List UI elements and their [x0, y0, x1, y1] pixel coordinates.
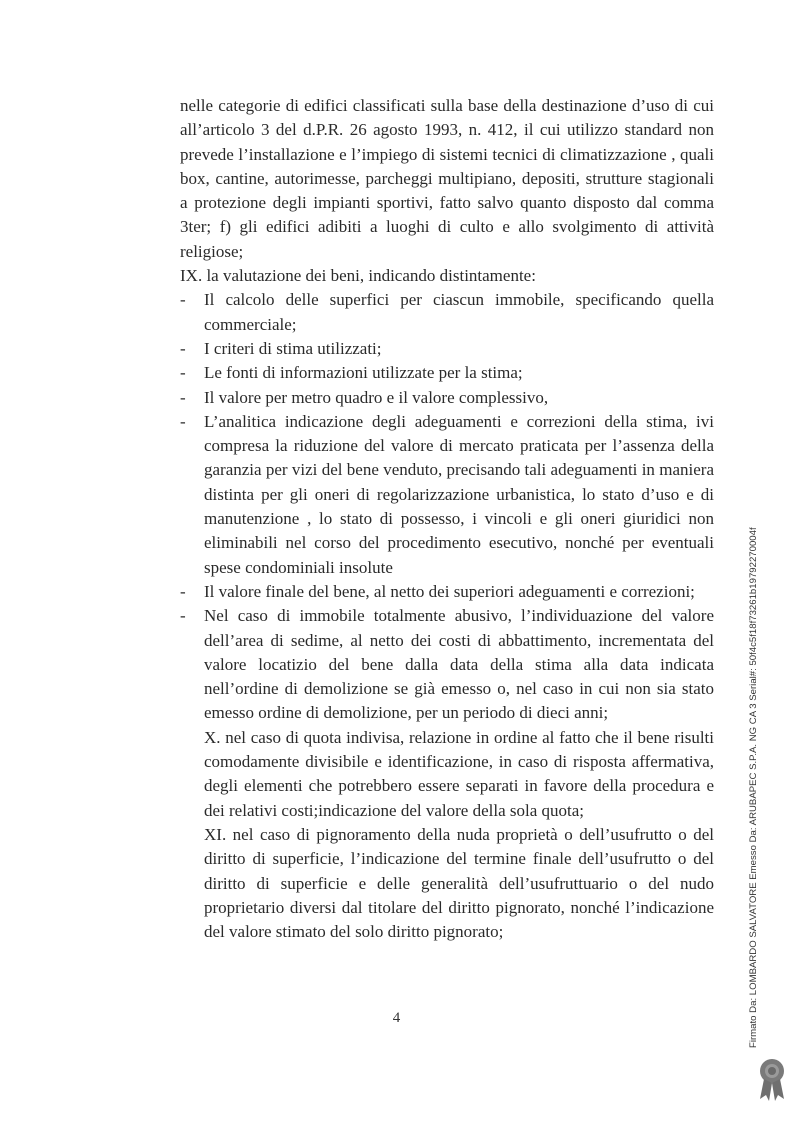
bullet-dash: - [180, 290, 186, 310]
section-ix-heading: IX. la valutazione dei beni, indicando distintamente: [180, 266, 536, 286]
list-item-text: I criteri di stima utilizzati; [204, 338, 382, 358]
list-item [180, 361, 714, 385]
list-item-text: Il valore finale del bene, al netto dei superiori adeguamenti e correzioni; [204, 581, 695, 601]
bullet-dash: - [180, 387, 186, 407]
body-text [180, 94, 714, 944]
intro-paragraph: nelle categorie di edifici classificati sulla base della destinazione d’uso di cui all’articolo 3 del d.P.R. 26 agosto 1993, n. 412, il cui utilizzo standard non prevede l’installazione e l’impiego di sistemi tecnici di climatizzazione , quali box, cantine, autorimesse, parcheggi multipiano, depositi, strutture stagionali a protezione degli impianti sportivi, fatto salvo quanto disposto dal comma 3ter; f) gli edifici adibiti a luoghi di culto e allo svolgimento di attività religiose; [180, 96, 714, 261]
digital-signature-text: Firmato Da: LOMBARDO SALVATORE Emesso Da: ARUBAPEC S.P.A. NG CA 3 Serial#: 50f4c5f18f73261b19792270004f [748, 527, 759, 1048]
list-item-text: Il calcolo delle superfici per ciascun immobile, specificando quella commerciale; [204, 290, 714, 334]
list-item [180, 580, 714, 604]
list-item-text: Nel caso di immobile totalmente abusivo, l’individuazione del valore dell’area di sedime, al netto dei costi di abbattimento, incrementata del valore locatizio del bene dalla data della stima alla data indicata nell’ordine di demolizione se già emesso o, nel caso in cui non sia stato emesso ordine di demolizione, per un periodo di dieci anni; [204, 606, 714, 723]
section-x-paragraph: X. nel caso di quota indivisa, relazione in ordine al fatto che il bene risulti comodamente divisibile e identificazione, in caso di risposta affermativa, degli elementi che potrebbero essere separati in favore della procedura e dei relativi costi;indicazione del valore della sola quota; [204, 727, 714, 820]
list-item-text: L’analitica indicazione degli adeguamenti e correzioni della stima, ivi compresa la riduzione del valore di mercato praticata per l’assenza della garanzia per vizi del bene venduto, precisando tali adeguamenti in maniera distinta per gli oneri di regolarizzazione urbanistica, lo stato d’uso e di manutenzione , lo stato di possesso, i vincoli e gli oneri giuridici non eliminabili nel corso del procedimento esecutivo, nonché per eventuali spese condominiali insolute [204, 411, 714, 577]
section-xi-paragraph: XI. nel caso di pignoramento della nuda proprietà o dell’usufrutto o del diritto di superficie, l’indicazione del termine finale dell’usufrutto o del diritto di superficie e delle generalità dell’usufruttuario o del nudo proprietario diversi dal titolare del diritto pignorato, nonché l’indicazione del valore stimato del solo diritto pignorato; [204, 824, 714, 942]
bullet-dash: - [180, 606, 186, 626]
list-item [180, 410, 714, 580]
bullet-dash: - [180, 363, 186, 383]
bullet-dash: - [180, 581, 186, 601]
page-number: 4 [392, 1010, 401, 1026]
bullet-dash: - [180, 411, 186, 431]
list-item [180, 386, 714, 410]
certificate-seal-icon [752, 1055, 792, 1105]
list-item [180, 288, 714, 337]
bullet-dash: - [180, 338, 186, 358]
list-item [180, 604, 714, 725]
list-item-text: Le fonti di informazioni utilizzate per la stima; [204, 363, 523, 383]
list-item [180, 337, 714, 361]
list-item-text: Il valore per metro quadro e il valore complessivo, [204, 387, 549, 407]
